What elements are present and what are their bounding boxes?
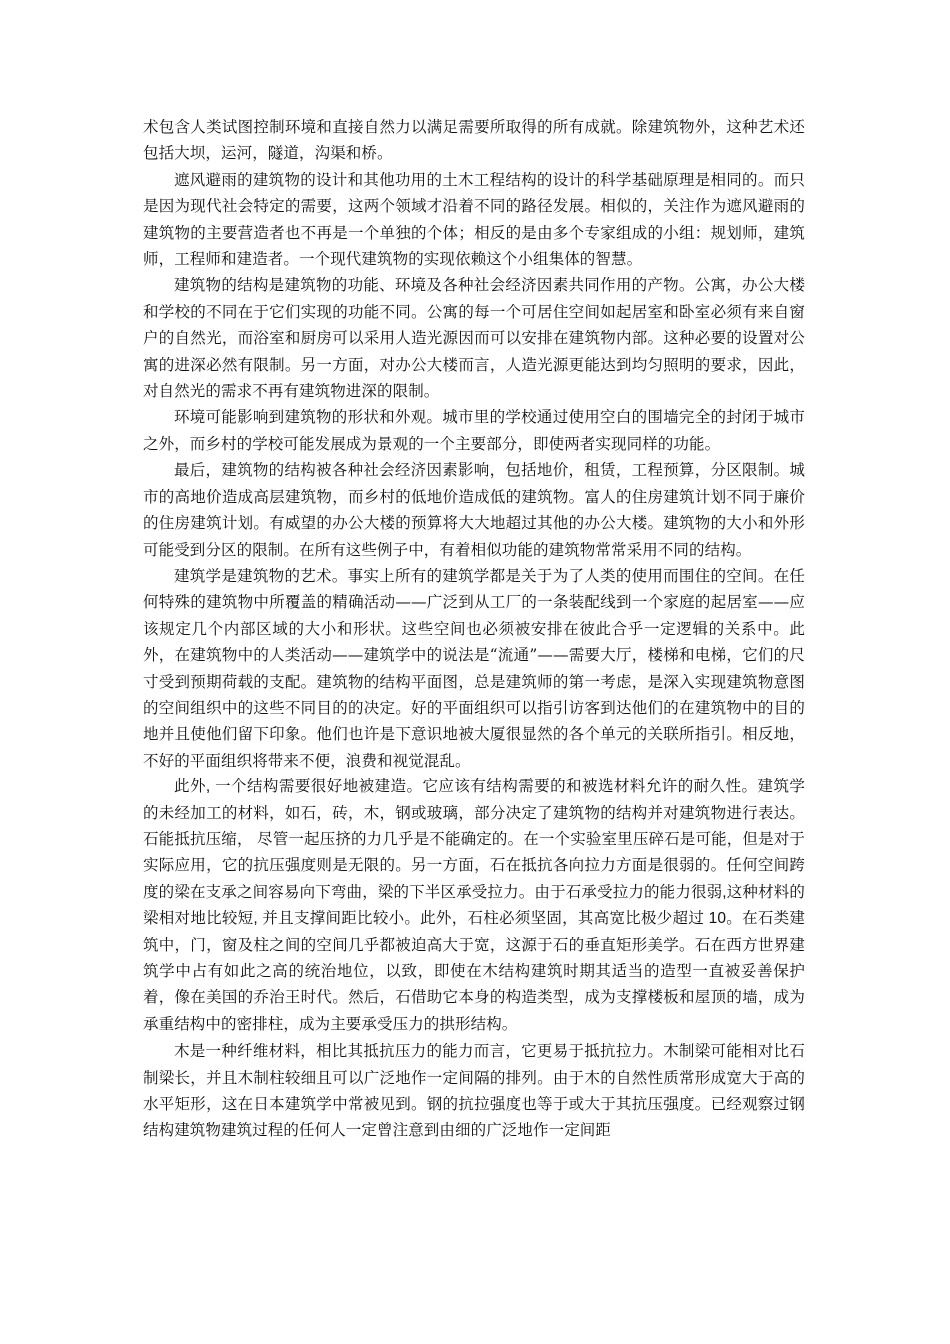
document-body [143, 114, 805, 1144]
paragraph-environment: 环境可能影响到建筑物的形状和外观。城市里的学校通过使用空白的围墙完全的封闭于城市之外，而乡村的学校可能发展成为景观的一个主要部分，即使两者实现同样的功能。 [143, 408, 805, 453]
paragraph-intro-continuation: 术包含人类试图控制环境和直接自然力以满足需要所取得的所有成就。除建筑物外，这种艺术还包括大坝，运河，隧道，沟渠和桥。 [143, 118, 805, 163]
paragraph-socioeconomic-factors: 最后，建筑物的结构被各种社会经济因素影响，包括地价，租赁，工程预算，分区限制。城市的高地价造成高层建筑物，而乡村的低地价造成低的建筑物。富人的住房建筑计划不同于廉价的住房建筑计划。有威望的办公大楼的预算将大大地超过其他的办公大楼。建筑物的大小和外形可能受到分区的限制。在所有这些例子中，有着相似功能的建筑物常常采用不同的结构。 [143, 461, 805, 559]
paragraph-building-function: 建筑物的结构是建筑物的功能、环境及各种社会经济因素共同作用的产物。公寓，办公大楼和学校的不同在于它们实现的功能不同。公寓的每一个可居住空间如起居室和卧室必须有来自窗户的自然光，而浴室和厨房可以采用人造光源因而可以安排在建筑物内部。这种必要的设置对公寓的进深必然有限制。另一方面，对办公大楼而言，人造光源更能达到均匀照明的要求，因此，对自然光的需求不再有建筑物进深的限制。 [143, 276, 805, 401]
paragraph-architecture-space: 建筑学是建筑物的艺术。事实上所有的建筑学都是关于为了人类的使用而围住的空间。在任何特殊的建筑物中所覆盖的精确活动——广泛到从工厂的一条装配线到一个家庭的起居室——应该规定几个内部区域的大小和形状。这些空间也必须被安排在彼此合乎一定逻辑的关系中。此外，在建筑物中的人类活动——建筑学中的说法是“流通”——需要大厅，楼梯和电梯，它们的尺寸受到预期荷载的支配。建筑物的结构平面图，总是建筑师的第一考虑，是深入实现建筑物意图的空间组织中的这些不同目的的决定。好的平面组织可以指引访客到达他们的在建筑物中的目的地并且使他们留下印象。他们也许是下意识地被大厦很显然的各个单元的关联所指引。相反地，不好的平面组织将带来不便，浪费和视觉混乱。 [143, 566, 805, 770]
paragraph-stone-material: 此外, 一个结构需要很好地被建造。它应该有结构需要的和被选材料允许的耐久性。建筑学的未经加工的材料，如石，砖，木，钢或玻璃，部分决定了建筑物的结构并对建筑物进行表达。 石能抵抗压缩， 尽管一起压挤的力几乎是不能确定的。在一个实验室里压碎石是可能，但是对于实际应用，它的抗压强度则是无限的。另一方面，石在抵抗各向拉力方面是很弱的。任何空间跨度的梁在支承之间容易向下弯曲，梁的下半区承受拉力。由于石承受拉力的能力很弱,这种材料的梁相对地比较短, 并且支撑间距比较小。此外，石柱必须坚固，其高宽比极少超过 10。在石类建筑中，门，窗及柱之间的空间几乎都被迫高大于宽，这源于石的垂直矩形美学。石在西方世界建筑学中占有如此之高的统治地位，以致，即使在木结构建筑时期其适当的造型一直被妥善保护着，像在美国的乔治王时代。然后，石借助它本身的构造类型，成为支撑楼板和屋顶的墙，成为承重结构中的密排柱，成为主要承受压力的拱形结构。 [143, 778, 805, 1033]
paragraph-wood-and-steel: 木是一种纤维材料，相比其抵抗压力的能力而言，它更易于抵抗拉力。木制梁可能相对比石制梁长，并且木制柱较细且可以广泛地作一定间隔的排列。由于木的自然性质常形成宽大于高的水平矩形，这在日本建筑学中常被见到。钢的抗拉强度也等于或大于其抗压强度。已经观察过钢结构建筑物建筑过程的任何人一定曾注意到由细的广泛地作一定间距 [143, 1042, 805, 1140]
paragraph-design-principles: 遮风避雨的建筑物的设计和其他功用的土木工程结构的设计的科学基础原理是相同的。而只是因为现代社会特定的需要，这两个领域才沿着不同的路径发展。相似的，关注作为遮风避雨的建筑物的主要营造者也不再是一个单独的个体；相反的是由多个专家组成的小组：规划师，建筑师，工程师和建造者。一个现代建筑物的实现依赖这个小组集体的智慧。 [143, 170, 805, 269]
